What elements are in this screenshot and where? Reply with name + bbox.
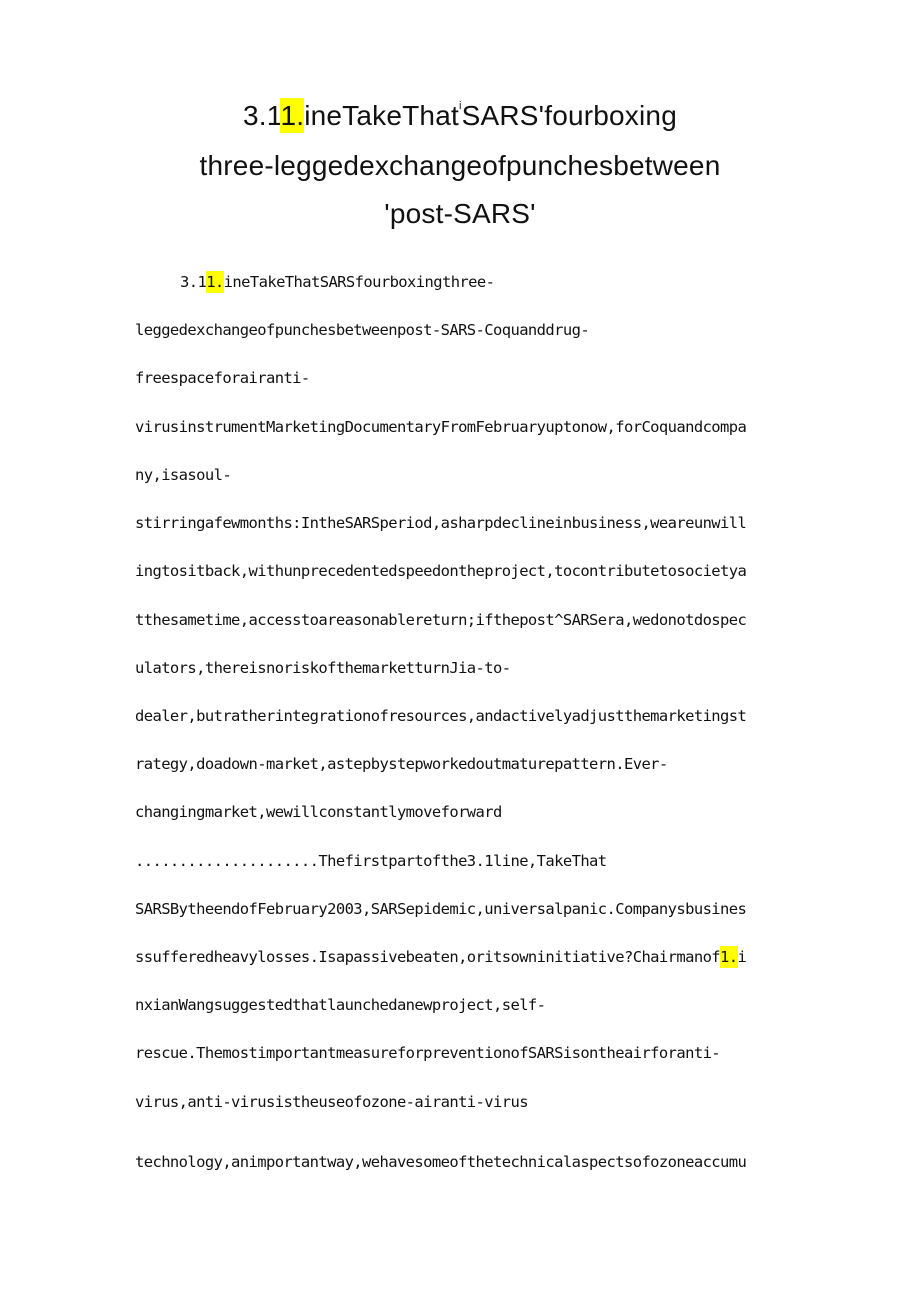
body-line-10: dealer,butratherintegrationofresources,andactivelyadjustthemarketingst [135, 707, 747, 725]
body-line-16: nxianWangsuggestedthatlaunchedanewproject,self- [135, 996, 546, 1014]
body-line-5: ny,isasoul- [135, 466, 232, 484]
body-text: i [737, 948, 747, 966]
body-line-12: changingmarket,wewillconstantlymoveforward [135, 803, 502, 821]
body-line-18: virus,anti-virusistheuseofozone-airanti-virus [135, 1093, 528, 1111]
title-line-2: three-leggedexchangeofpunchesbetween [199, 150, 721, 181]
body-line-3: freespaceforairanti- [135, 369, 310, 387]
body-line-7: ingtositback,withunprecedentedspeedontheproject,tocontributetosocietya [135, 562, 747, 580]
body-line-13: .....................Thefirstpartofthe3.1line,TakeThat [135, 852, 607, 870]
body-text: ineTakeThatSARSfourboxingthree- [223, 273, 495, 291]
highlight-mark: 1. [720, 948, 738, 966]
body-line-8: tthesametime,accesstoareasonablereturn;ifthepost^SARSera,wedonotdospec [135, 611, 747, 629]
body-line-15 [135, 948, 746, 966]
body-line-9: ulators,thereisnoriskofthemarketturnJia-to- [135, 659, 511, 677]
highlight-mark: 1. [206, 273, 224, 291]
title-text-a: ineTakeThat [304, 100, 459, 131]
highlight-mark: 1. [280, 100, 305, 131]
body-number: 3.1 [180, 273, 207, 291]
body-line-17: rescue.ThemostimportantmeasureforpreventionofSARSisontheairforanti- [135, 1044, 721, 1062]
body-line-6: stirringafewmonths:IntheSARSperiod,asharpdeclineinbusiness,weareunwill [135, 514, 747, 532]
title-number: 3.1 [243, 100, 281, 131]
body-text: ssufferedheavylosses.Isapassivebeaten,oritsowninitiative?Chairmanof [135, 948, 721, 966]
body-line-14: SARSBytheendofFebruary2003,SARSepidemic,universalpanic.Companysbusines [135, 900, 747, 918]
body-line-2: leggedexchangeofpunchesbetweenpost-SARS-Coquanddrug- [135, 321, 590, 339]
body-line-11: rategy,doadown-market,astepbystepworkedoutmaturepattern.Ever- [135, 755, 668, 773]
title-superscript: i [458, 100, 462, 112]
body-line-4: virusinstrumentMarketingDocumentaryFromFebruaryuptonow,forCoquandcompa [135, 418, 747, 436]
title-text-b: SARS'fourboxing [461, 100, 677, 131]
body-line-19: technology,animportantway,wehavesomeofthetechnicalaspectsofozoneaccumu [135, 1153, 747, 1171]
title-line-1 [120, 100, 800, 132]
title-line-3: 'post-SARS' [384, 198, 536, 229]
body-line-1 [180, 273, 494, 291]
